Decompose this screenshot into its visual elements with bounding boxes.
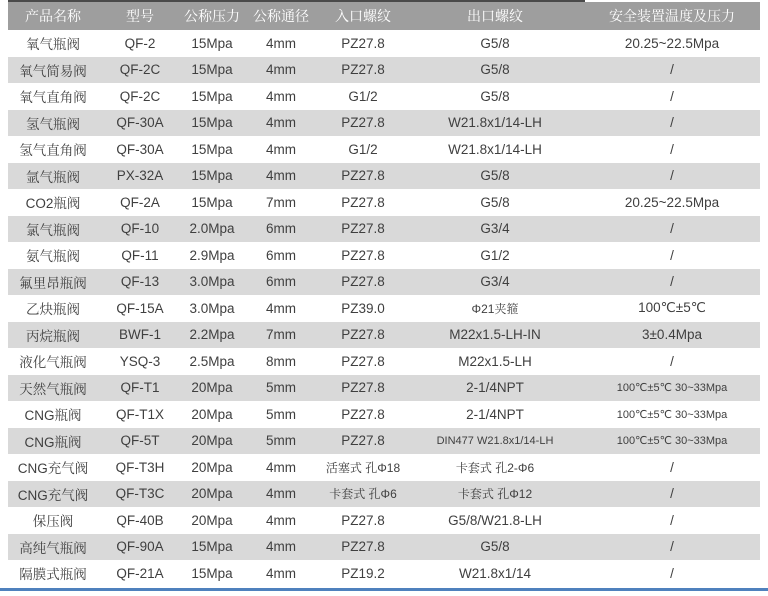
table-row (8, 110, 760, 137)
table-cell: QF-30A (98, 110, 182, 137)
table-cell: 2.2Mpa (182, 322, 242, 349)
table-cell: G5/8 (406, 83, 584, 110)
table-row (8, 401, 760, 428)
table-cell: 保压阀 (8, 507, 98, 534)
table-cell: 4mm (242, 163, 320, 190)
table-cell: / (584, 269, 760, 296)
table-cell: 5mm (242, 401, 320, 428)
table-row (8, 216, 760, 243)
table-cell: G5/8 (406, 30, 584, 57)
table-cell: 15Mpa (182, 189, 242, 216)
table-cell: / (584, 242, 760, 269)
table-cell: 6mm (242, 242, 320, 269)
table-row (8, 83, 760, 110)
table-cell: PZ39.0 (320, 295, 406, 322)
table-cell: 液化气瓶阀 (8, 348, 98, 375)
table-row (8, 295, 760, 322)
table-cell: G5/8/W21.8-LH (406, 507, 584, 534)
table-cell: 4mm (242, 110, 320, 137)
table-cell: PZ27.8 (320, 216, 406, 243)
column-header: 入口螺纹 (320, 2, 406, 30)
table-cell: / (584, 481, 760, 508)
table-cell: 氧气瓶阀 (8, 30, 98, 57)
table-cell: G3/4 (406, 269, 584, 296)
table-cell: CNG充气阀 (8, 454, 98, 481)
table-cell: G1/2 (320, 136, 406, 163)
table-cell: 3.0Mpa (182, 295, 242, 322)
column-header: 产品名称 (8, 2, 98, 30)
table-cell: 氟里昂瓶阀 (8, 269, 98, 296)
table-cell: 天然气瓶阀 (8, 375, 98, 402)
table-cell: QF-2C (98, 83, 182, 110)
table-cell: G3/4 (406, 216, 584, 243)
table-cell: QF-15A (98, 295, 182, 322)
table-cell: 3±0.4Mpa (584, 322, 760, 349)
column-header: 公称压力 (182, 2, 242, 30)
table-cell: 2.5Mpa (182, 348, 242, 375)
table-cell: 卡套式 孔Φ6 (320, 481, 406, 508)
bottom-divider (0, 588, 768, 591)
table-cell: Φ21夹箍 (406, 295, 584, 322)
table-cell: G5/8 (406, 189, 584, 216)
table-cell: 氩气瓶阀 (8, 163, 98, 190)
table-cell: G5/8 (406, 57, 584, 84)
table-cell: PZ19.2 (320, 560, 406, 587)
table-cell: 20.25~22.5Mpa (584, 30, 760, 57)
table-cell: YSQ-3 (98, 348, 182, 375)
table-row (8, 189, 760, 216)
table-cell: 15Mpa (182, 534, 242, 561)
table-cell: 2-1/4NPT (406, 401, 584, 428)
table-cell: PZ27.8 (320, 507, 406, 534)
table-cell: 2-1/4NPT (406, 375, 584, 402)
table-cell: G5/8 (406, 163, 584, 190)
table-cell: W21.8x1/14-LH (406, 110, 584, 137)
table-cell: PZ27.8 (320, 375, 406, 402)
table-cell: 4mm (242, 481, 320, 508)
table-cell: 20Mpa (182, 428, 242, 455)
table-cell: / (584, 507, 760, 534)
table-row (8, 375, 760, 402)
table-cell: QF-30A (98, 136, 182, 163)
table-cell: 4mm (242, 83, 320, 110)
table-cell: / (584, 83, 760, 110)
table-cell: QF-5T (98, 428, 182, 455)
header-row (8, 2, 760, 30)
table-cell: 100℃±5℃ 30~33Mpa (584, 401, 760, 428)
table-cell: 20Mpa (182, 454, 242, 481)
table-cell: QF-T3H (98, 454, 182, 481)
table-cell: PZ27.8 (320, 534, 406, 561)
table-cell: 20.25~22.5Mpa (584, 189, 760, 216)
table-cell: PX-32A (98, 163, 182, 190)
table-cell: 氢气直角阀 (8, 136, 98, 163)
table-cell: 乙炔瓶阀 (8, 295, 98, 322)
table-row (8, 507, 760, 534)
table-cell: 20Mpa (182, 481, 242, 508)
table-cell: 4mm (242, 57, 320, 84)
table-row (8, 163, 760, 190)
table-cell: PZ27.8 (320, 401, 406, 428)
table-cell: W21.8x1/14 (406, 560, 584, 587)
table-cell: 15Mpa (182, 83, 242, 110)
table-cell: 4mm (242, 295, 320, 322)
table-cell: PZ27.8 (320, 30, 406, 57)
table-cell: 7mm (242, 189, 320, 216)
table-cell: QF-T1 (98, 375, 182, 402)
table-cell: 100℃±5℃ 30~33Mpa (584, 375, 760, 402)
table-cell: 20Mpa (182, 375, 242, 402)
table-body (8, 30, 760, 587)
table-cell: QF-40B (98, 507, 182, 534)
table-cell: 卡套式 孔2-Φ6 (406, 454, 584, 481)
table-cell: 隔膜式瓶阀 (8, 560, 98, 587)
table-cell: 15Mpa (182, 560, 242, 587)
table-cell: QF-2A (98, 189, 182, 216)
table-cell: 氯气瓶阀 (8, 216, 98, 243)
table-cell: PZ27.8 (320, 242, 406, 269)
table-cell: 4mm (242, 507, 320, 534)
table-cell: 氨气瓶阀 (8, 242, 98, 269)
table-cell: 活塞式 孔Φ18 (320, 454, 406, 481)
table-cell: 4mm (242, 136, 320, 163)
table-cell: QF-T1X (98, 401, 182, 428)
table-cell: 15Mpa (182, 57, 242, 84)
table-row (8, 269, 760, 296)
table-cell: 2.0Mpa (182, 216, 242, 243)
table-cell: 氢气瓶阀 (8, 110, 98, 137)
table-row (8, 560, 760, 587)
table-cell: 15Mpa (182, 163, 242, 190)
table-cell: / (584, 110, 760, 137)
table-cell: QF-13 (98, 269, 182, 296)
table-cell: 3.0Mpa (182, 269, 242, 296)
table-cell: PZ27.8 (320, 110, 406, 137)
table-cell: 15Mpa (182, 30, 242, 57)
table-cell: 氧气直角阀 (8, 83, 98, 110)
table-cell: BWF-1 (98, 322, 182, 349)
table-cell: 4mm (242, 560, 320, 587)
table-cell: G1/2 (320, 83, 406, 110)
table-cell: CNG瓶阀 (8, 401, 98, 428)
table-cell: 100℃±5℃ 30~33Mpa (584, 428, 760, 455)
table-row (8, 242, 760, 269)
table-cell: / (584, 136, 760, 163)
table-cell: 4mm (242, 30, 320, 57)
table-cell: 5mm (242, 375, 320, 402)
table-cell: 15Mpa (182, 136, 242, 163)
column-header: 型号 (98, 2, 182, 30)
table-cell: 20Mpa (182, 401, 242, 428)
table-cell: 2.9Mpa (182, 242, 242, 269)
table-cell: QF-21A (98, 560, 182, 587)
table-row (8, 57, 760, 84)
table-cell: CNG充气阀 (8, 481, 98, 508)
table-cell: 8mm (242, 348, 320, 375)
table-cell: 6mm (242, 269, 320, 296)
table-cell: CNG瓶阀 (8, 428, 98, 455)
table-cell: / (584, 454, 760, 481)
table-cell: 20Mpa (182, 507, 242, 534)
table-cell: G5/8 (406, 534, 584, 561)
column-header: 公称通径 (242, 2, 320, 30)
table-cell: CO2瓶阀 (8, 189, 98, 216)
table-cell: PZ27.8 (320, 163, 406, 190)
table-cell: 100℃±5℃ (584, 295, 760, 322)
table-cell: QF-T3C (98, 481, 182, 508)
table-cell: / (584, 534, 760, 561)
table-cell: 4mm (242, 534, 320, 561)
table-row (8, 454, 760, 481)
table-cell: PZ27.8 (320, 428, 406, 455)
table-cell: M22x1.5-LH (406, 348, 584, 375)
table-cell: QF-10 (98, 216, 182, 243)
table-row (8, 481, 760, 508)
table-cell: DIN477 W21.8x1/14-LH (406, 428, 584, 455)
table-cell: PZ27.8 (320, 348, 406, 375)
column-header: 安全装置温度及压力 (584, 2, 760, 30)
table-cell: 7mm (242, 322, 320, 349)
table-cell: W21.8x1/14-LH (406, 136, 584, 163)
table-cell: 氧气简易阀 (8, 57, 98, 84)
table-cell: PZ27.8 (320, 269, 406, 296)
table-cell: 丙烷瓶阀 (8, 322, 98, 349)
table-row (8, 322, 760, 349)
table-cell: 5mm (242, 428, 320, 455)
table-row (8, 534, 760, 561)
table-cell: / (584, 216, 760, 243)
table-cell: 4mm (242, 454, 320, 481)
table-cell: QF-2C (98, 57, 182, 84)
table-row (8, 348, 760, 375)
table-cell: PZ27.8 (320, 189, 406, 216)
table-cell: QF-11 (98, 242, 182, 269)
product-spec-table (8, 2, 760, 587)
table-row (8, 136, 760, 163)
table-cell: PZ27.8 (320, 57, 406, 84)
table-cell: / (584, 57, 760, 84)
table-cell: 卡套式 孔Φ12 (406, 481, 584, 508)
table-cell: QF-2 (98, 30, 182, 57)
table-cell: 6mm (242, 216, 320, 243)
table-cell: QF-90A (98, 534, 182, 561)
table-cell: 15Mpa (182, 110, 242, 137)
table-cell: PZ27.8 (320, 322, 406, 349)
table-cell: 高纯气瓶阀 (8, 534, 98, 561)
table-cell: / (584, 560, 760, 587)
table-row (8, 30, 760, 57)
table-cell: G1/2 (406, 242, 584, 269)
column-header: 出口螺纹 (406, 2, 584, 30)
table-cell: M22x1.5-LH-IN (406, 322, 584, 349)
table-cell: / (584, 348, 760, 375)
table-cell: / (584, 163, 760, 190)
table-row (8, 428, 760, 455)
